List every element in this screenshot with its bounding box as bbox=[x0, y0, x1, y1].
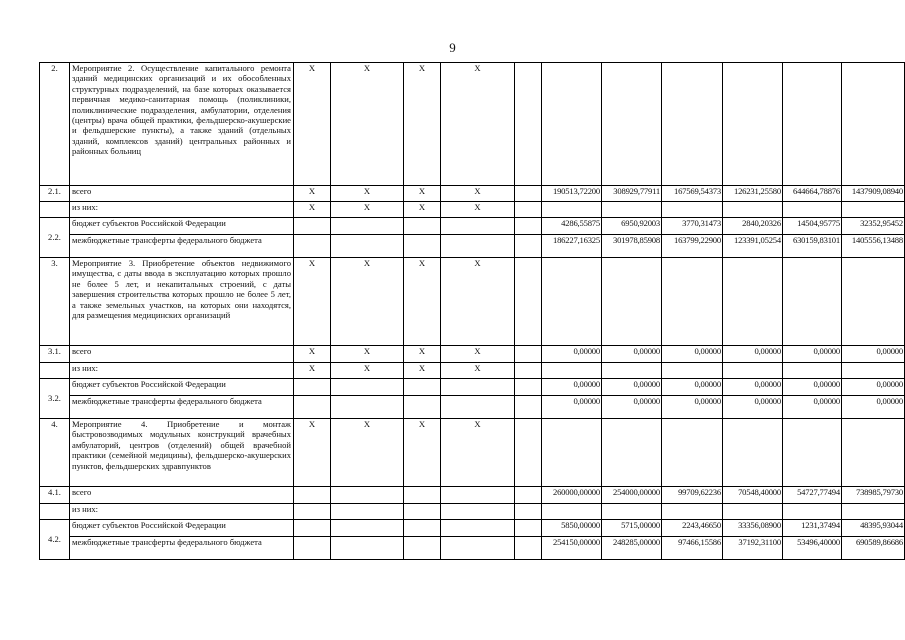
x-mark: X bbox=[404, 202, 441, 218]
value-cell: 0,00000 bbox=[602, 379, 662, 396]
x-mark: X bbox=[404, 346, 441, 363]
value-cell: 0,00000 bbox=[602, 396, 662, 419]
value-cell: 0,00000 bbox=[662, 379, 723, 396]
value-cell: 308929,77911 bbox=[602, 186, 662, 202]
table-row bbox=[40, 363, 905, 379]
value-cell: 0,00000 bbox=[783, 346, 842, 363]
value-cell: 0,00000 bbox=[783, 396, 842, 419]
x-mark: X bbox=[294, 419, 331, 487]
row-number: 4.2. bbox=[40, 520, 70, 560]
value-cell: 0,00000 bbox=[662, 346, 723, 363]
value-cell: 0,00000 bbox=[662, 396, 723, 419]
value-cell: 190513,72200 bbox=[542, 186, 602, 202]
value-cell: 0,00000 bbox=[542, 379, 602, 396]
value-cell: 0,00000 bbox=[723, 379, 783, 396]
row-label: всего bbox=[70, 186, 294, 202]
value-cell: 630159,83101 bbox=[783, 235, 842, 258]
value-cell: 0,00000 bbox=[842, 379, 905, 396]
row-number: 2.1. bbox=[40, 186, 70, 202]
table-row bbox=[40, 487, 905, 504]
value-cell: 99709,62236 bbox=[662, 487, 723, 504]
x-mark: X bbox=[404, 258, 441, 346]
value-cell: 260000,00000 bbox=[542, 487, 602, 504]
row-number: 2.2. bbox=[40, 218, 70, 258]
x-mark: X bbox=[294, 186, 331, 202]
x-mark: X bbox=[331, 419, 404, 487]
x-mark: X bbox=[331, 63, 404, 186]
value-cell: 0,00000 bbox=[542, 396, 602, 419]
value-cell: 14504,95775 bbox=[783, 218, 842, 235]
value-cell: 70548,40000 bbox=[723, 487, 783, 504]
value-cell: 48395,93044 bbox=[842, 520, 905, 537]
row-number: 3.2. bbox=[40, 379, 70, 419]
value-cell: 32352,95452 bbox=[842, 218, 905, 235]
row-label: межбюджетные трансферты федерального бюджета bbox=[70, 537, 294, 560]
value-cell: 644664,78876 bbox=[783, 186, 842, 202]
table-row bbox=[40, 379, 905, 396]
x-mark: X bbox=[404, 63, 441, 186]
table-row bbox=[40, 258, 905, 346]
table-row bbox=[40, 537, 905, 560]
row-label: бюджет субъектов Российской Федерации bbox=[70, 379, 294, 396]
row-number: 4. bbox=[40, 419, 70, 487]
value-cell: 248285,00000 bbox=[602, 537, 662, 560]
table-row bbox=[40, 63, 905, 186]
value-cell: 0,00000 bbox=[723, 396, 783, 419]
row-number: 3. bbox=[40, 258, 70, 346]
value-cell: 53496,40000 bbox=[783, 537, 842, 560]
value-cell: 3770,31473 bbox=[662, 218, 723, 235]
x-mark: X bbox=[404, 419, 441, 487]
value-cell: 123391,05254 bbox=[723, 235, 783, 258]
value-cell: 1437909,08940 bbox=[842, 186, 905, 202]
row-label: всего bbox=[70, 487, 294, 504]
value-cell: 690589,86686 bbox=[842, 537, 905, 560]
x-mark: X bbox=[331, 346, 404, 363]
value-cell: 301978,85908 bbox=[602, 235, 662, 258]
row-label: всего bbox=[70, 346, 294, 363]
table-row bbox=[40, 202, 905, 218]
page-number: 9 bbox=[449, 40, 456, 55]
x-mark: X bbox=[441, 186, 515, 202]
value-cell: 254000,00000 bbox=[602, 487, 662, 504]
row-number: 3.1. bbox=[40, 346, 70, 363]
row-label: из них: bbox=[70, 202, 294, 218]
value-cell: 0,00000 bbox=[723, 346, 783, 363]
measure-description: Мероприятие 4. Приобретение и монтаж быстровозводимых модульных конструкций врачебных амбулаторий, центров (отделений) общей врачебной практики (семейной медицины), фельдшерско-акушерских пунктов, фельдшерских здравпунктов bbox=[70, 419, 294, 487]
value-cell: 2840,20326 bbox=[723, 218, 783, 235]
value-cell: 54727,77494 bbox=[783, 487, 842, 504]
x-mark: X bbox=[294, 63, 331, 186]
x-mark: X bbox=[294, 258, 331, 346]
value-cell: 0,00000 bbox=[842, 396, 905, 419]
value-cell: 738985,79730 bbox=[842, 487, 905, 504]
value-cell: 0,00000 bbox=[783, 379, 842, 396]
row-label: из них: bbox=[70, 504, 294, 520]
value-cell: 1231,37494 bbox=[783, 520, 842, 537]
x-mark: X bbox=[441, 258, 515, 346]
value-cell: 254150,00000 bbox=[542, 537, 602, 560]
x-mark: X bbox=[294, 363, 331, 379]
budget-table bbox=[39, 62, 905, 560]
x-mark: X bbox=[331, 186, 404, 202]
value-cell: 6950,92003 bbox=[602, 218, 662, 235]
value-cell: 163799,22900 bbox=[662, 235, 723, 258]
x-mark: X bbox=[294, 346, 331, 363]
value-cell: 4286,55875 bbox=[542, 218, 602, 235]
table-row bbox=[40, 396, 905, 419]
table-row bbox=[40, 218, 905, 235]
x-mark: X bbox=[331, 363, 404, 379]
x-mark: X bbox=[441, 363, 515, 379]
table-row bbox=[40, 520, 905, 537]
value-cell: 126231,25580 bbox=[723, 186, 783, 202]
value-cell: 37192,31100 bbox=[723, 537, 783, 560]
x-mark: X bbox=[441, 346, 515, 363]
x-mark: X bbox=[441, 63, 515, 186]
value-cell: 5715,00000 bbox=[602, 520, 662, 537]
value-cell: 186227,16325 bbox=[542, 235, 602, 258]
value-cell: 167569,54373 bbox=[662, 186, 723, 202]
value-cell: 33356,08900 bbox=[723, 520, 783, 537]
value-cell: 97466,15586 bbox=[662, 537, 723, 560]
row-number: 4.1. bbox=[40, 487, 70, 504]
measure-description: Мероприятие 2. Осуществление капитального ремонта зданий медицинских организаций и их обособленных структурных подразделений, на базе которых оказывается первичная медико-санитарная помощь (поликлиники, поликлинические подразделения, амбулатории, отделения (центры) врача общей практики, фельдшерско-акушерские и фельдшерские пункты), а также зданий (отдельных зданий, комплексов зданий) центральных районных и районных больниц bbox=[70, 63, 294, 186]
value-cell: 0,00000 bbox=[542, 346, 602, 363]
table-row bbox=[40, 186, 905, 202]
x-mark: X bbox=[331, 202, 404, 218]
row-label: бюджет субъектов Российской Федерации bbox=[70, 520, 294, 537]
row-label: бюджет субъектов Российской Федерации bbox=[70, 218, 294, 235]
x-mark: X bbox=[404, 363, 441, 379]
row-label: из них: bbox=[70, 363, 294, 379]
table-row bbox=[40, 346, 905, 363]
value-cell: 0,00000 bbox=[602, 346, 662, 363]
x-mark: X bbox=[294, 202, 331, 218]
table-row bbox=[40, 504, 905, 520]
x-mark: X bbox=[331, 258, 404, 346]
row-label: межбюджетные трансферты федерального бюджета bbox=[70, 235, 294, 258]
table-row bbox=[40, 419, 905, 487]
value-cell: 2243,46650 bbox=[662, 520, 723, 537]
row-number: 2. bbox=[40, 63, 70, 186]
x-mark: X bbox=[441, 202, 515, 218]
value-cell: 5850,00000 bbox=[542, 520, 602, 537]
row-label: межбюджетные трансферты федерального бюджета bbox=[70, 396, 294, 419]
value-cell: 0,00000 bbox=[842, 346, 905, 363]
table-row bbox=[40, 235, 905, 258]
x-mark: X bbox=[441, 419, 515, 487]
value-cell: 1405556,13488 bbox=[842, 235, 905, 258]
measure-description: Мероприятие 3. Приобретение объектов недвижимого имущества, с даты ввода в эксплуатацию которых прошло не более 5 лет, и некапитальных строений, с даты завершения строительства которых прошло не более 5 лет, а также земельных участков, на которых они находятся, для размещения медицинских организаций bbox=[70, 258, 294, 346]
x-mark: X bbox=[404, 186, 441, 202]
